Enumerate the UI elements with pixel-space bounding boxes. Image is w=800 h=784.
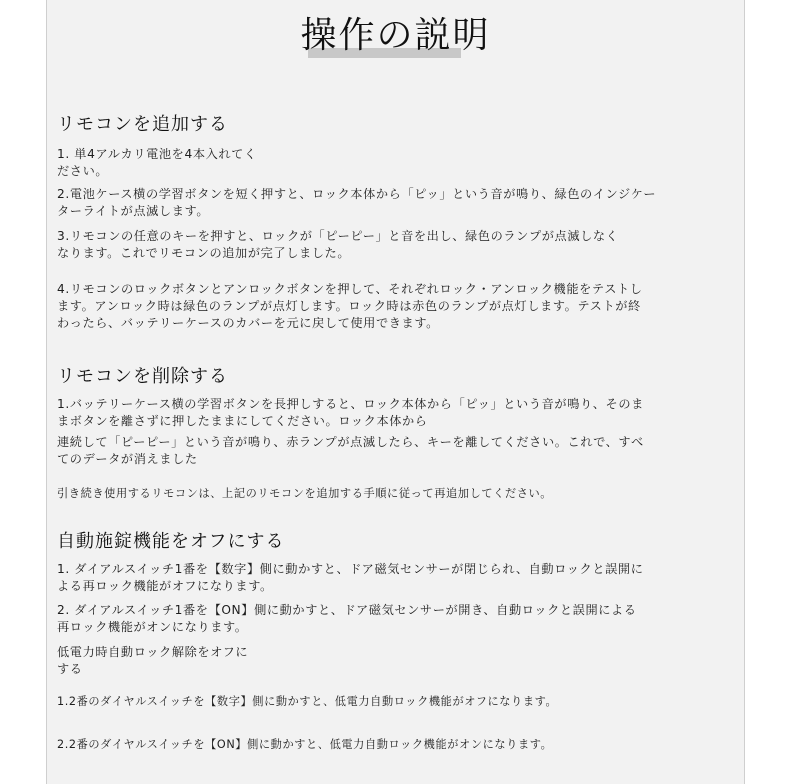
delete-step-1: 1.バッテリーケース横の学習ボタンを長押しすると、ロック本体から「ピッ」という音が鳴り、そのま まボタンを離さずに押したままにしてください。ロック本体から bbox=[57, 397, 644, 428]
title-block bbox=[47, 14, 744, 58]
auto-lock-step-1: 1. ダイアルスイッチ1番を【数字】側に動かすと、ドア磁気センサーが閉じられ、自動ロックと誤開に よる再ロック機能がオフになります。 bbox=[57, 562, 644, 593]
auto-lock-step-2: 2. ダイアルスイッチ1番を【ON】側に動かすと、ドア磁気センサーが開き、自動ロックと誤開による 再ロック機能がオンになります。 bbox=[57, 603, 637, 634]
low-power-subheading: 低電力時自動ロック解除をオフに する bbox=[57, 645, 249, 676]
add-step-4: 4.リモコンのロックボタンとアンロックボタンを押して、それぞれロック・アンロック機能をテストし ます。アンロック時は緑色のランプが点灯します。ロック時は赤色のランプが点灯します。テストが終 わったら、バッテリーケースのカバーを元に戻して使用できます。 bbox=[57, 282, 643, 330]
page-title bbox=[300, 14, 490, 58]
low-power-step-2: 2.2番のダイヤルスイッチを【ON】側に動かすと、低電力自動ロック機能がオンになります。 bbox=[57, 738, 553, 751]
add-step-2: 2.電池ケース横の学習ボタンを短く押すと、ロック本体から「ピッ」という音が鳴り、緑色のインジケー ターライトが点滅します。 bbox=[57, 187, 657, 218]
delete-step-2: 連続して「ピーピー」という音が鳴り、赤ランプが点滅したら、キーを離してください。これで、すべ てのデータが消えました bbox=[57, 435, 644, 466]
add-step-3: 3.リモコンの任意のキーを押すと、ロックが「ピーピー」と音を出し、緑色のランプが点滅しなく なります。これでリモコンの追加が完了しました。 bbox=[57, 229, 619, 260]
add-step-1: 1. 単4アルカリ電池を4本入れてく ださい。 bbox=[57, 147, 257, 178]
section-heading-delete-remote: リモコンを削除する bbox=[57, 366, 228, 387]
low-power-step-1: 1.2番のダイヤルスイッチを【数字】側に動かすと、低電力自動ロック機能がオフになります。 bbox=[57, 695, 558, 708]
section-heading-add-remote: リモコンを追加する bbox=[57, 114, 228, 135]
delete-note: 引き続き使用するリモコンは、上記のリモコンを追加する手順に従って再追加してください。 bbox=[57, 487, 553, 500]
section-heading-auto-lock-off: 自動施錠機能をオフにする bbox=[57, 531, 285, 552]
page-title-text: 操作の説明 bbox=[300, 15, 491, 56]
document-page bbox=[46, 0, 745, 784]
